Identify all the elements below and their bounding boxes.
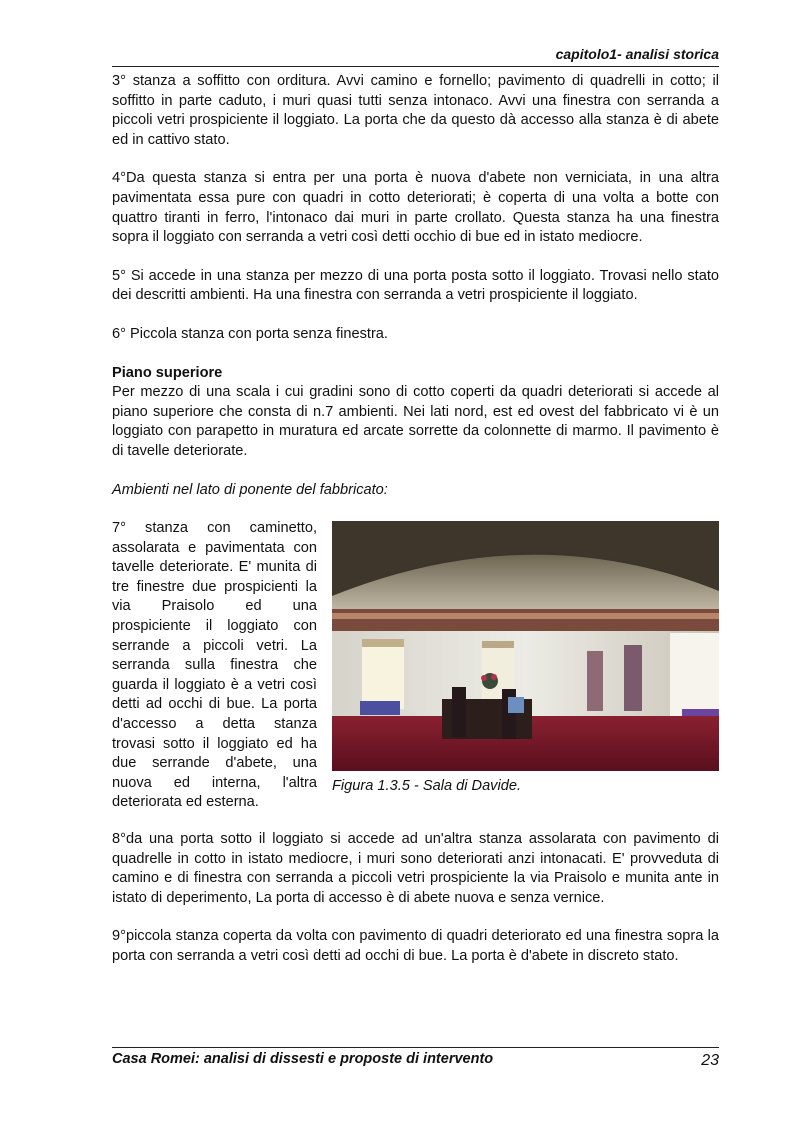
page-body — [112, 72, 719, 986]
header-rule — [112, 66, 719, 67]
room-photo — [332, 521, 719, 771]
page-number: 23 — [701, 1052, 719, 1069]
paragraph-room-9: 9°piccola stanza coperta da volta con pavimento di quadri deteriorato ed una finestra sopra la porta con serranda a vetri così detti ad occhi di bue. La porta è d'abete in discreto stato. — [112, 928, 719, 965]
paragraph-room-7: 7° stanza con caminetto, assolarata e pavimentata con tavelle deteriorate. E' munita di tre finestre due prospicienti la via Praisolo ed una prospiciente il loggiato con serrande a piccoli vetri. La serranda sulla finestra che guarda il loggiato è a vetri così detti ad occhi di bue. La porta d'accesso a detta stanza trovasi sotto il loggiato ed ha due serrande d'abete, una nuova ed interna, l'altra deteriorata ed esterna. — [112, 520, 317, 811]
paragraph-room-6: 6° Piccola stanza con porta senza finestra. — [112, 325, 388, 342]
figure-block — [112, 519, 719, 811]
paragraph-room-8: 8°da una porta sotto il loggiato si accede ad un'altra stanza assolarata con pavimento di quadrelle in cotto in istato mediocre, i muri sono deteriorati anzi intonacati. E' provveduta di camino e di finestra con serranda a piccoli vetri prospiciente la via Praisolo e munita ante in istato di deperimento, La porta di accesso è di abete nuova e senza vernice. — [112, 831, 719, 906]
paragraph-upper-floor: Per mezzo di una scala i cui gradini sono di cotto coperti da quadri deteriorati si accede al piano superiore che consta di n.7 ambienti. Nei lati nord, est ed ovest del fabbricato vi è un loggiato con parapetto in muratura ed arcate sorrette da colonnette di marmo. Il pavimento è di tavelle deteriorate. — [112, 384, 719, 459]
figure-caption: Figura 1.3.5 - Sala di Davide. — [332, 778, 522, 795]
paragraph-room-4: 4°Da questa stanza si entra per una porta è nuova d'abete non verniciata, in una altra pavimentata essa pure con quadri in cotto deteriorati; è coperta di una volta a botte con quattro tiranti in ferro, l'intonaco dai muri in parte crollato. Questa stanza ha una finestra sopra il loggiato con serranda a vetri così detti occhio di bue ed in istato mediocre. — [112, 170, 719, 246]
running-header: capitolo1- analisi storica — [555, 46, 719, 62]
paragraph-room-5: 5° Si accede in una stanza per mezzo di una porta posta sotto il loggiato. Trovasi nello stato dei descritti ambienti. Ha una finestra con serranda a vetri prospiciente il loggiato. — [112, 267, 719, 304]
italic-heading: Ambienti nel lato di ponente del fabbricato: — [112, 481, 388, 498]
room-photo-image — [332, 521, 719, 771]
paragraph-room-3: 3° stanza a soffitto con orditura. Avvi camino e fornello; pavimento di quadrelli in cotto; il soffitto in parte caduto, i muri quasi tutti senza intonaco. Avvi una finestra con serranda a piccoli vetri prospiciente il loggiato. La porta che da questo dà accesso alla stanza è di abete ed in cattivo stato. — [112, 73, 719, 148]
section-title: Piano superiore — [112, 364, 223, 381]
footer-title: Casa Romei: analisi di dissesti e proposte di intervento — [112, 1051, 494, 1067]
footer-rule — [112, 1047, 719, 1048]
